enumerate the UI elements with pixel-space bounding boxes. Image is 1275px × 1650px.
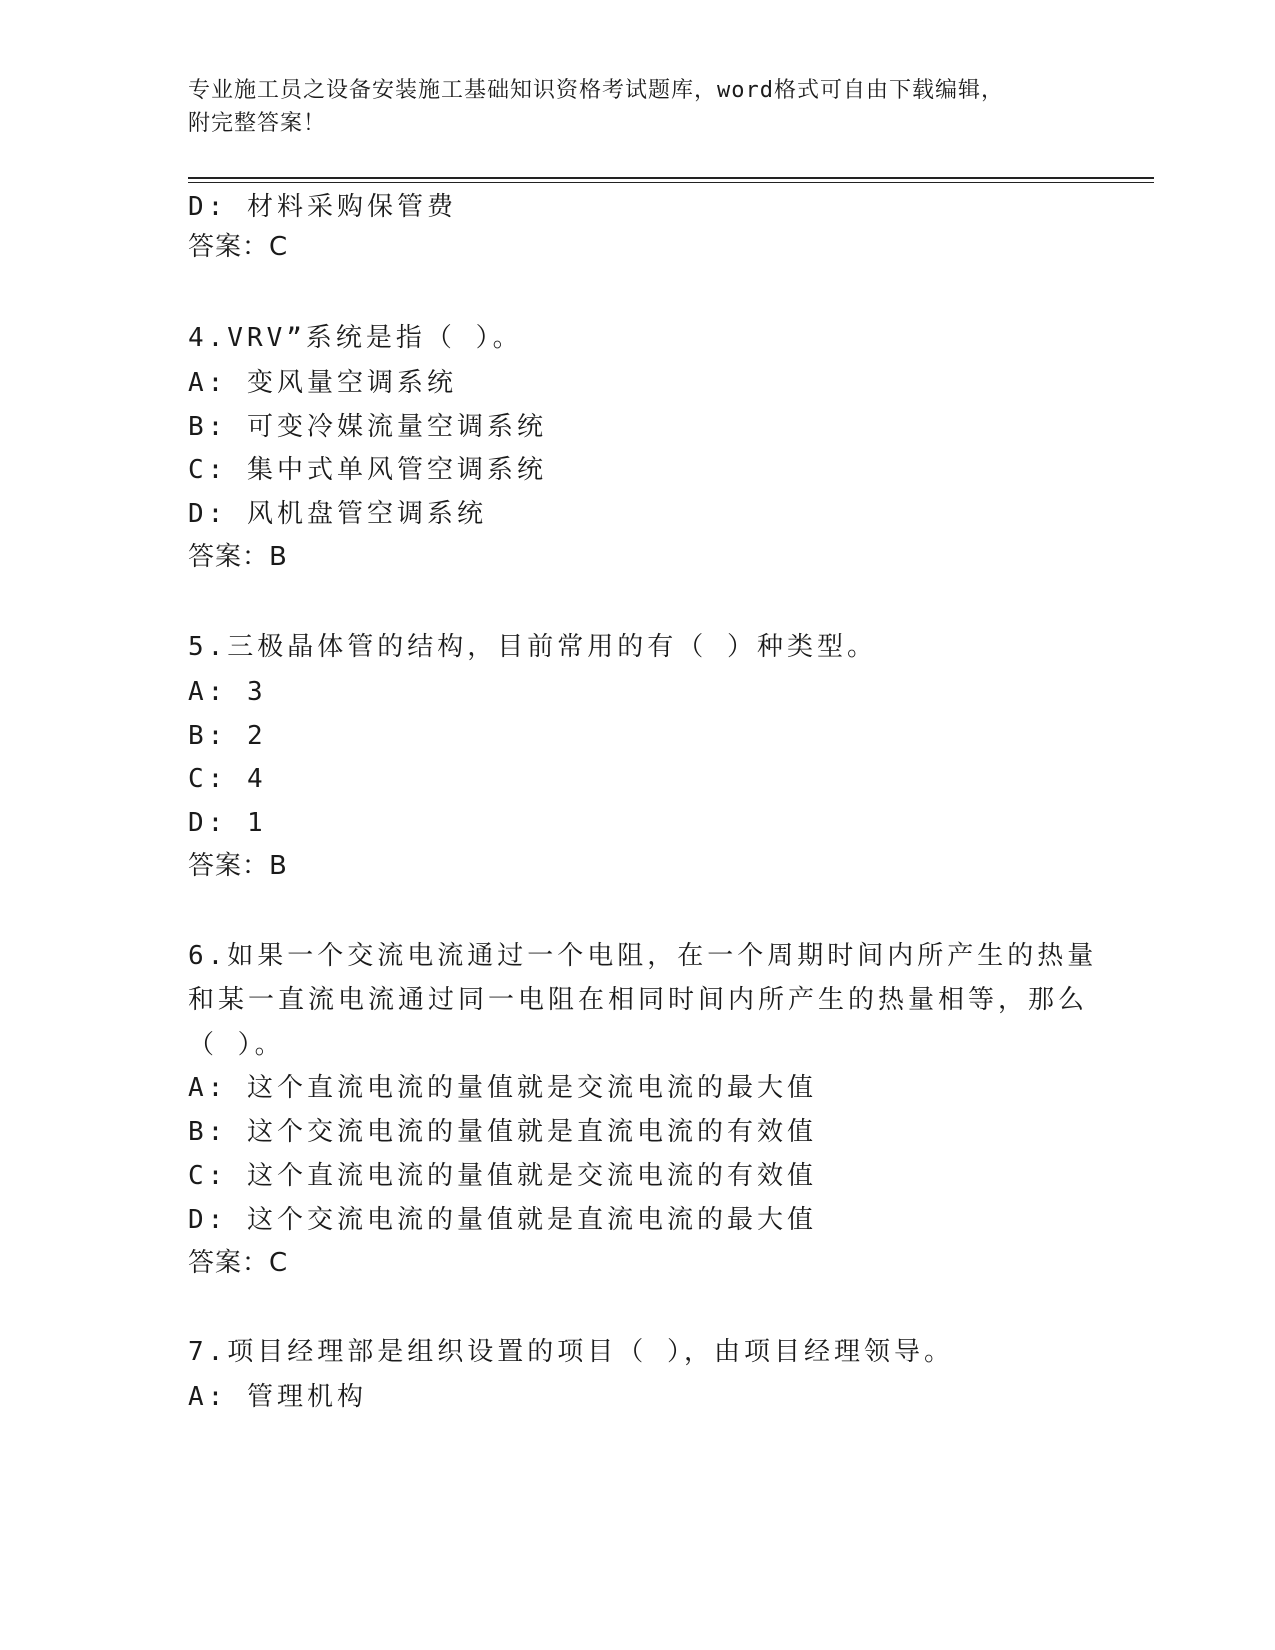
q6-question-line-3: （ ）。 bbox=[188, 1030, 285, 1060]
q6-option-c: C: 这个直流电流的量值就是交流电流的有效值 bbox=[188, 1161, 817, 1191]
q6-option-b: B: 这个交流电流的量值就是直流电流的有效值 bbox=[188, 1117, 817, 1147]
q7-question: 7.项目经理部是组织设置的项目（ ），由项目经理领导。 bbox=[188, 1337, 954, 1367]
q5-option-c: C: 4 bbox=[188, 764, 267, 794]
q5-answer: 答案：B bbox=[188, 851, 288, 881]
q4-option-b: B: 可变冷媒流量空调系统 bbox=[188, 412, 547, 442]
q5-question: 5.三极晶体管的结构，目前常用的有（ ）种类型。 bbox=[188, 632, 877, 662]
q4-option-d: D: 风机盘管空调系统 bbox=[188, 499, 487, 529]
header-line-2: 附完整答案！ bbox=[188, 111, 327, 136]
q4-option-a: A: 变风量空调系统 bbox=[188, 368, 457, 398]
q5-option-d: D: 1 bbox=[188, 808, 267, 838]
q6-option-d: D: 这个交流电流的量值就是直流电流的最大值 bbox=[188, 1205, 817, 1235]
q5-option-a: A: 3 bbox=[188, 677, 267, 707]
q5-option-b: B: 2 bbox=[188, 721, 267, 751]
q4-option-c: C: 集中式单风管空调系统 bbox=[188, 455, 547, 485]
q3-answer: 答案：C bbox=[188, 232, 289, 262]
q7-option-a: A: 管理机构 bbox=[188, 1382, 367, 1412]
q6-question-line-2: 和某一直流电流通过同一电阻在相同时间内所产生的热量相等，那么 bbox=[188, 985, 1089, 1015]
q6-option-a: A: 这个直流电流的量值就是交流电流的最大值 bbox=[188, 1073, 817, 1103]
header-line-1: 专业施工员之设备安装施工基础知识资格考试题库，word格式可自由下载编辑， bbox=[188, 78, 1004, 103]
q4-question: 4.VRV”系统是指（ ）。 bbox=[188, 323, 523, 353]
q6-answer: 答案：C bbox=[188, 1248, 289, 1278]
q3-option-d: D: 材料采购保管费 bbox=[188, 192, 457, 222]
q4-answer: 答案：B bbox=[188, 542, 288, 572]
document-header bbox=[188, 74, 1068, 140]
q6-question-line-1: 6.如果一个交流电流通过一个电阻，在一个周期时间内所产生的热量 bbox=[188, 941, 1098, 971]
header-divider-thin bbox=[188, 182, 1154, 183]
header-divider-thick bbox=[188, 177, 1154, 179]
